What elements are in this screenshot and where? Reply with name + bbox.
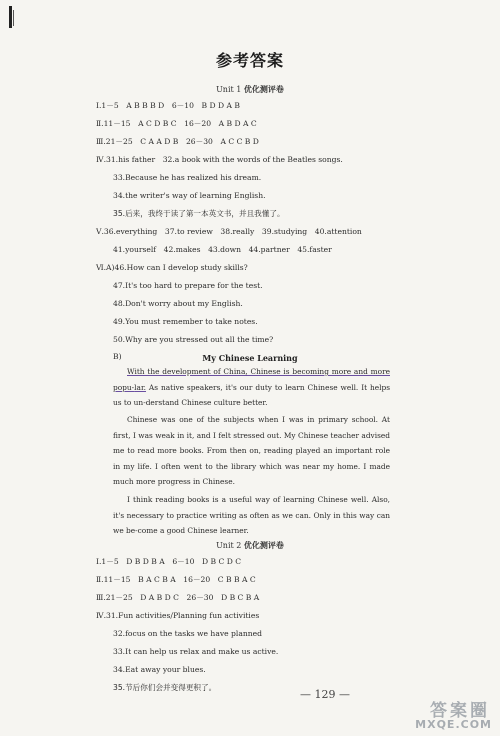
answer-line: 33.Because he has realized his dream. bbox=[113, 173, 262, 182]
essay-title: My Chinese Learning bbox=[202, 353, 298, 363]
answer-line: Ⅲ.21－25 D A B D C 26－30 D B C B A bbox=[96, 593, 260, 602]
answer-line: Ⅳ.31.his father 32.a book with the words of the Beatles songs. bbox=[96, 155, 343, 164]
unit1-heading bbox=[0, 84, 500, 95]
page-number: — 129 — bbox=[300, 688, 350, 701]
page-title: 参考答案 bbox=[215, 51, 284, 70]
essay-paragraph-3: I think reading books is a useful way of learning Chinese well. Also, it's necessary to practice writing as often as we can. Only in this way can we be-come a good Chinese learner. bbox=[113, 495, 390, 536]
unit1-heading-en: Unit 1 bbox=[216, 85, 242, 94]
answer-line: 50.Why are you stressed out all the time? bbox=[113, 335, 274, 344]
answer-line: 34.Eat away your blues. bbox=[113, 665, 206, 674]
watermark-url: MXQE.COM bbox=[415, 718, 492, 731]
unit1-heading-cn: 优化测评卷 bbox=[243, 85, 284, 94]
answer-line: 33.It can help us relax and make us active. bbox=[113, 647, 279, 656]
answer-line: Ⅱ.11－15 A C D B C 16－20 A B D A C bbox=[96, 119, 257, 128]
essay-paragraph-1 bbox=[113, 364, 390, 411]
answer-line: Ⅵ.A)46.How can I develop study skills? bbox=[96, 263, 248, 272]
essay-p1-underlined-b: lar. bbox=[134, 382, 147, 392]
unit2-heading-en: Unit 2 bbox=[216, 541, 242, 550]
margin-mark-thin bbox=[13, 10, 14, 26]
answer-line: Ⅴ.36.everything 37.to review 38.really 39.studying 40.attention bbox=[96, 227, 362, 236]
answer-line: Ⅲ.21－25 C A A D B 26－30 A C C B D bbox=[96, 137, 259, 146]
answer-line: 48.Don't worry about my English. bbox=[113, 299, 243, 308]
answer-line: 35.后来，我终于读了第一本英文书，并且我懂了。 bbox=[113, 209, 285, 218]
answer-line: 32.focus on the tasks we have planned bbox=[113, 629, 263, 638]
answer-line: 49.You must remember to take notes. bbox=[113, 317, 258, 326]
answer-line: Ⅰ.1－5 D B D B A 6－10 D B C D C bbox=[96, 557, 242, 566]
answer-line: 34.the writer's way of learning English. bbox=[113, 191, 266, 200]
answer-line: Ⅰ.1－5 A B B B D 6－10 B D D A B bbox=[96, 101, 240, 110]
unit2-heading-cn: 优化测评卷 bbox=[243, 541, 284, 550]
essay-p1-rest: As native speakers, it's our duty to learn Chinese well. It helps us to un-derstand Chinese culture better. bbox=[113, 382, 390, 408]
answer-line: Ⅱ.11－15 B A C B A 16－20 C B B A C bbox=[96, 575, 256, 584]
watermark-logo-text: 答案圈 bbox=[430, 701, 490, 721]
essay-paragraph-2: Chinese was one of the subjects when I was in primary school. At first, I was weak in it, and I felt stressed out. My Chinese teacher advised me to read more books. From then on, reading played an important role in my life. I often went to the library which was near my home. I made much more progress in Chinese. bbox=[113, 415, 390, 487]
answer-line: 35.节后你们会并变得更积了。 bbox=[113, 683, 217, 692]
unit2-heading bbox=[0, 540, 500, 551]
section-b-label: B) bbox=[113, 352, 122, 361]
margin-mark bbox=[9, 6, 12, 28]
answer-line: 47.It's too hard to prepare for the test. bbox=[113, 281, 263, 290]
answer-line: Ⅳ.31.Fun activities/Planning fun activities bbox=[96, 611, 260, 620]
essay-p1-underlined: With the development of China, Chinese is becoming more and more popu- bbox=[113, 367, 390, 392]
answer-line: 41.yourself 42.makes 43.down 44.partner 45.faster bbox=[113, 245, 332, 254]
